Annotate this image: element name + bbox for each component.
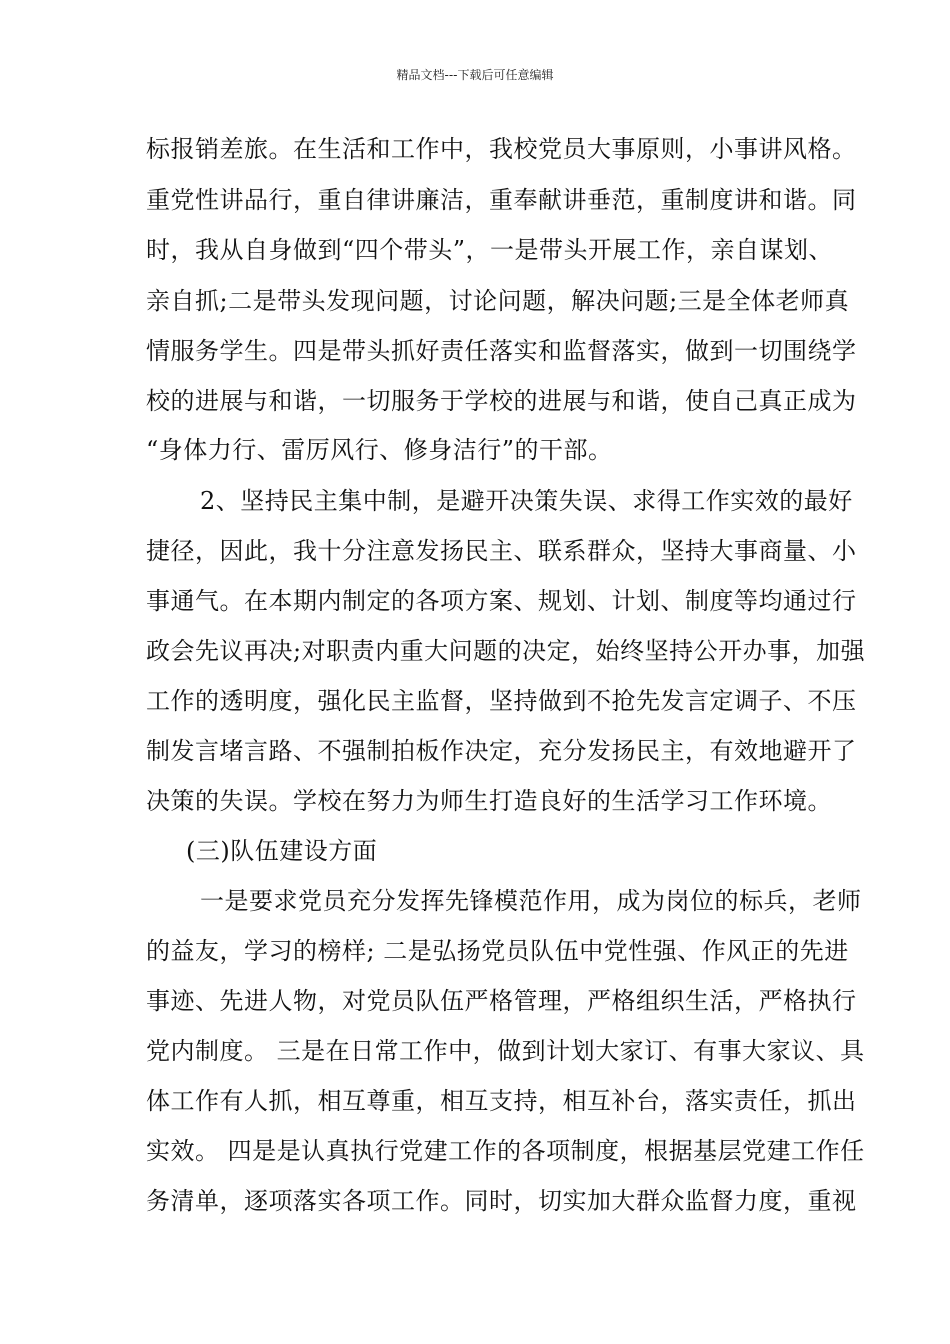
text-line: 重党性讲品行，重自律讲廉洁，重奉献讲垂范，重制度讲和谐。同 [146, 186, 857, 214]
text-line: 时，我从自身做到“四个带头”，一是带头开展工作，亲自谋划、 [146, 236, 834, 264]
text-line: 体工作有人抓，相互尊重，相互支持，相互补台，落实责任，抓出 [146, 1087, 857, 1115]
text-line: “身体力行、雷厉风行、修身洁行”的干部。 [146, 436, 613, 464]
text-line: 标报销差旅。在生活和工作中，我校党员大事原则，小事讲风格。 [146, 135, 857, 163]
paragraph-start-line: 2、坚持民主集中制，是避开决策失误、求得工作实效的最好 [200, 487, 853, 515]
text-line: 事迹、先进人物，对党员队伍严格管理，严格组织生活，严格执行 [146, 987, 857, 1015]
text-line: 工作的透明度，强化民主监督，坚持做到不抢先发言定调子、不压 [146, 687, 857, 715]
text-line: 的益友，学习的榜样; 二是弘扬党员队伍中党性强、作风正的先进 [146, 937, 849, 965]
section-heading: (三)队伍建设方面 [186, 837, 378, 865]
paragraph-start-line: 一是要求党员充分发挥先锋模范作用，成为岗位的标兵，老师 [200, 887, 862, 915]
text-line: 党内制度。 三是在日常工作中，做到计划大家订、有事大家议、具 [146, 1037, 865, 1065]
text-line: 政会先议再决;对职责内重大问题的决定，始终坚持公开办事，加强 [146, 637, 866, 665]
text-line: 制发言堵言路、不强制拍板作决定，充分发扬民主，有效地避开了 [146, 737, 857, 765]
text-line: 情服务学生。四是带头抓好责任落实和监督落实，做到一切围绕学 [146, 337, 857, 365]
text-line: 捷径，因此，我十分注意发扬民主、联系群众，坚持大事商量、小 [146, 537, 857, 565]
text-line: 事通气。在本期内制定的各项方案、规划、计划、制度等均通过行 [146, 587, 857, 615]
page-header: 精品文档---下载后可任意编辑 [396, 68, 554, 82]
text-line: 校的进展与和谐，一切服务于学校的进展与和谐，使自己真正成为 [146, 387, 857, 415]
text-line: 务清单，逐项落实各项工作。同时，切实加大群众监督力度，重视 [146, 1187, 857, 1215]
text-line: 决策的失误。学校在努力为师生打造良好的生活学习工作环境。 [146, 787, 832, 815]
text-line: 亲自抓;二是带头发现问题，讨论问题，解决问题;三是全体老师真 [146, 287, 850, 315]
text-line: 实效。 四是是认真执行党建工作的各项制度，根据基层党建工作任 [146, 1137, 865, 1165]
